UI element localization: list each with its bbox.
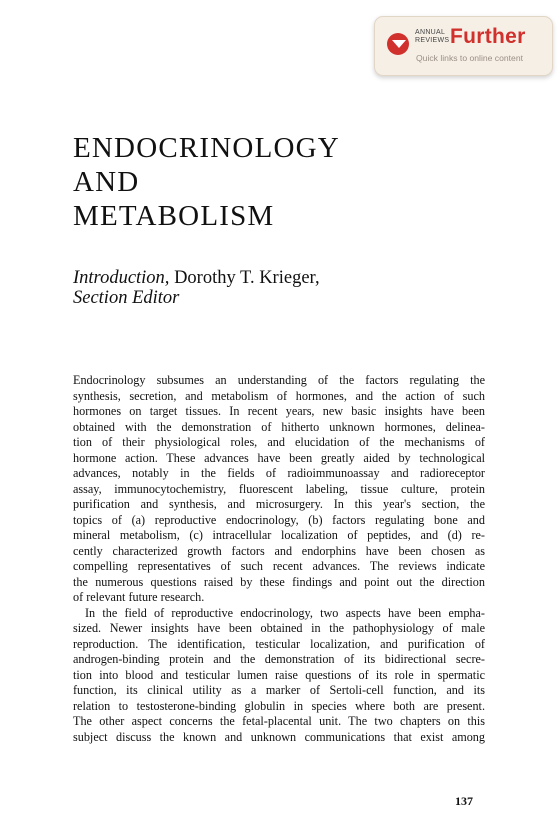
introduction-label: Introduction,: [73, 268, 170, 288]
body-line: of relevant future research.: [73, 590, 205, 604]
further-label: Further: [450, 25, 526, 48]
annual-reviews-further-badge[interactable]: [374, 16, 553, 76]
body-line: assay, immunocytochemistry, fluorescent labeling, tissue culture, protein: [73, 481, 485, 496]
body-line: obtained with the demonstration of hitherto unknown hormones, delinea-: [73, 419, 485, 434]
play-icon: [387, 33, 409, 55]
body-text: [73, 373, 485, 745]
body-line: mineral metabolism, (c) intracellular localization of peptides, and (d) re-: [73, 528, 485, 542]
annual-reviews-label: ANNUAL REVIEWS: [415, 29, 450, 44]
body-line: androgen-binding protein and the demonstration of its bidirectional secre-: [73, 652, 485, 666]
body-line: advances, notably in the fields of radioimmunoassay and radioreceptor: [73, 466, 485, 480]
body-line: subject discuss the known and unknown communications that exist among: [73, 729, 485, 744]
body-line: In the field of reproductive endocrinology, two aspects have been empha-: [85, 605, 485, 620]
section-title: [73, 131, 340, 233]
editor-name: Dorothy T. Krieger,: [174, 268, 320, 288]
body-line: topics of (a) reproductive endocrinology, (b) factors regulating bone and: [73, 512, 485, 527]
quick-links-label: Quick links to online content: [416, 53, 524, 63]
editor-role: Section Editor: [73, 288, 180, 308]
section-editor-credit: [73, 268, 320, 308]
body-line: the numerous questions raised by these findings and point out the direction: [73, 574, 485, 589]
title-line-3: METABOLISM: [73, 200, 275, 232]
page-number: 137: [455, 794, 473, 808]
body-line: The other aspect concerns the fetal-placental unit. The two chapters on this: [73, 714, 485, 728]
body-line: reproduction. The identification, testicular localization, and purification of: [73, 636, 485, 651]
body-line: tion into blood and testicular lumen raise questions of its role in spermatic: [73, 667, 485, 682]
body-line: hormone action. These advances have been greatly aided by technological: [73, 450, 485, 465]
body-line: hormones on target tissues. In recent years, new basic insights have been: [73, 404, 485, 418]
body-line: tion of their physiological roles, and elucidation of the mechanisms of: [73, 435, 485, 449]
body-line: cently characterized growth factors and endorphins have been chosen as: [73, 543, 485, 558]
body-line: purification and synthesis, and microsurgery. In this year's section, the: [73, 497, 485, 511]
body-line: sized. Newer insights have been obtained in the pathophysiology of male: [73, 621, 485, 635]
body-line: compelling representatives of such recent advances. The reviews indicate: [73, 559, 485, 573]
body-line: relation to testosterone-binding globulin in species where both are present.: [73, 698, 485, 713]
body-line: function, its clinical utility as a marker of Sertoli-cell function, and its: [73, 683, 485, 697]
body-line: Endocrinology subsumes an understanding of the factors regulating the: [73, 373, 485, 387]
title-line-1: ENDOCRINOLOGY: [73, 132, 340, 164]
body-line: synthesis, secretion, and metabolism of hormones, and the action of such: [73, 388, 485, 403]
title-line-2: AND: [73, 166, 140, 198]
